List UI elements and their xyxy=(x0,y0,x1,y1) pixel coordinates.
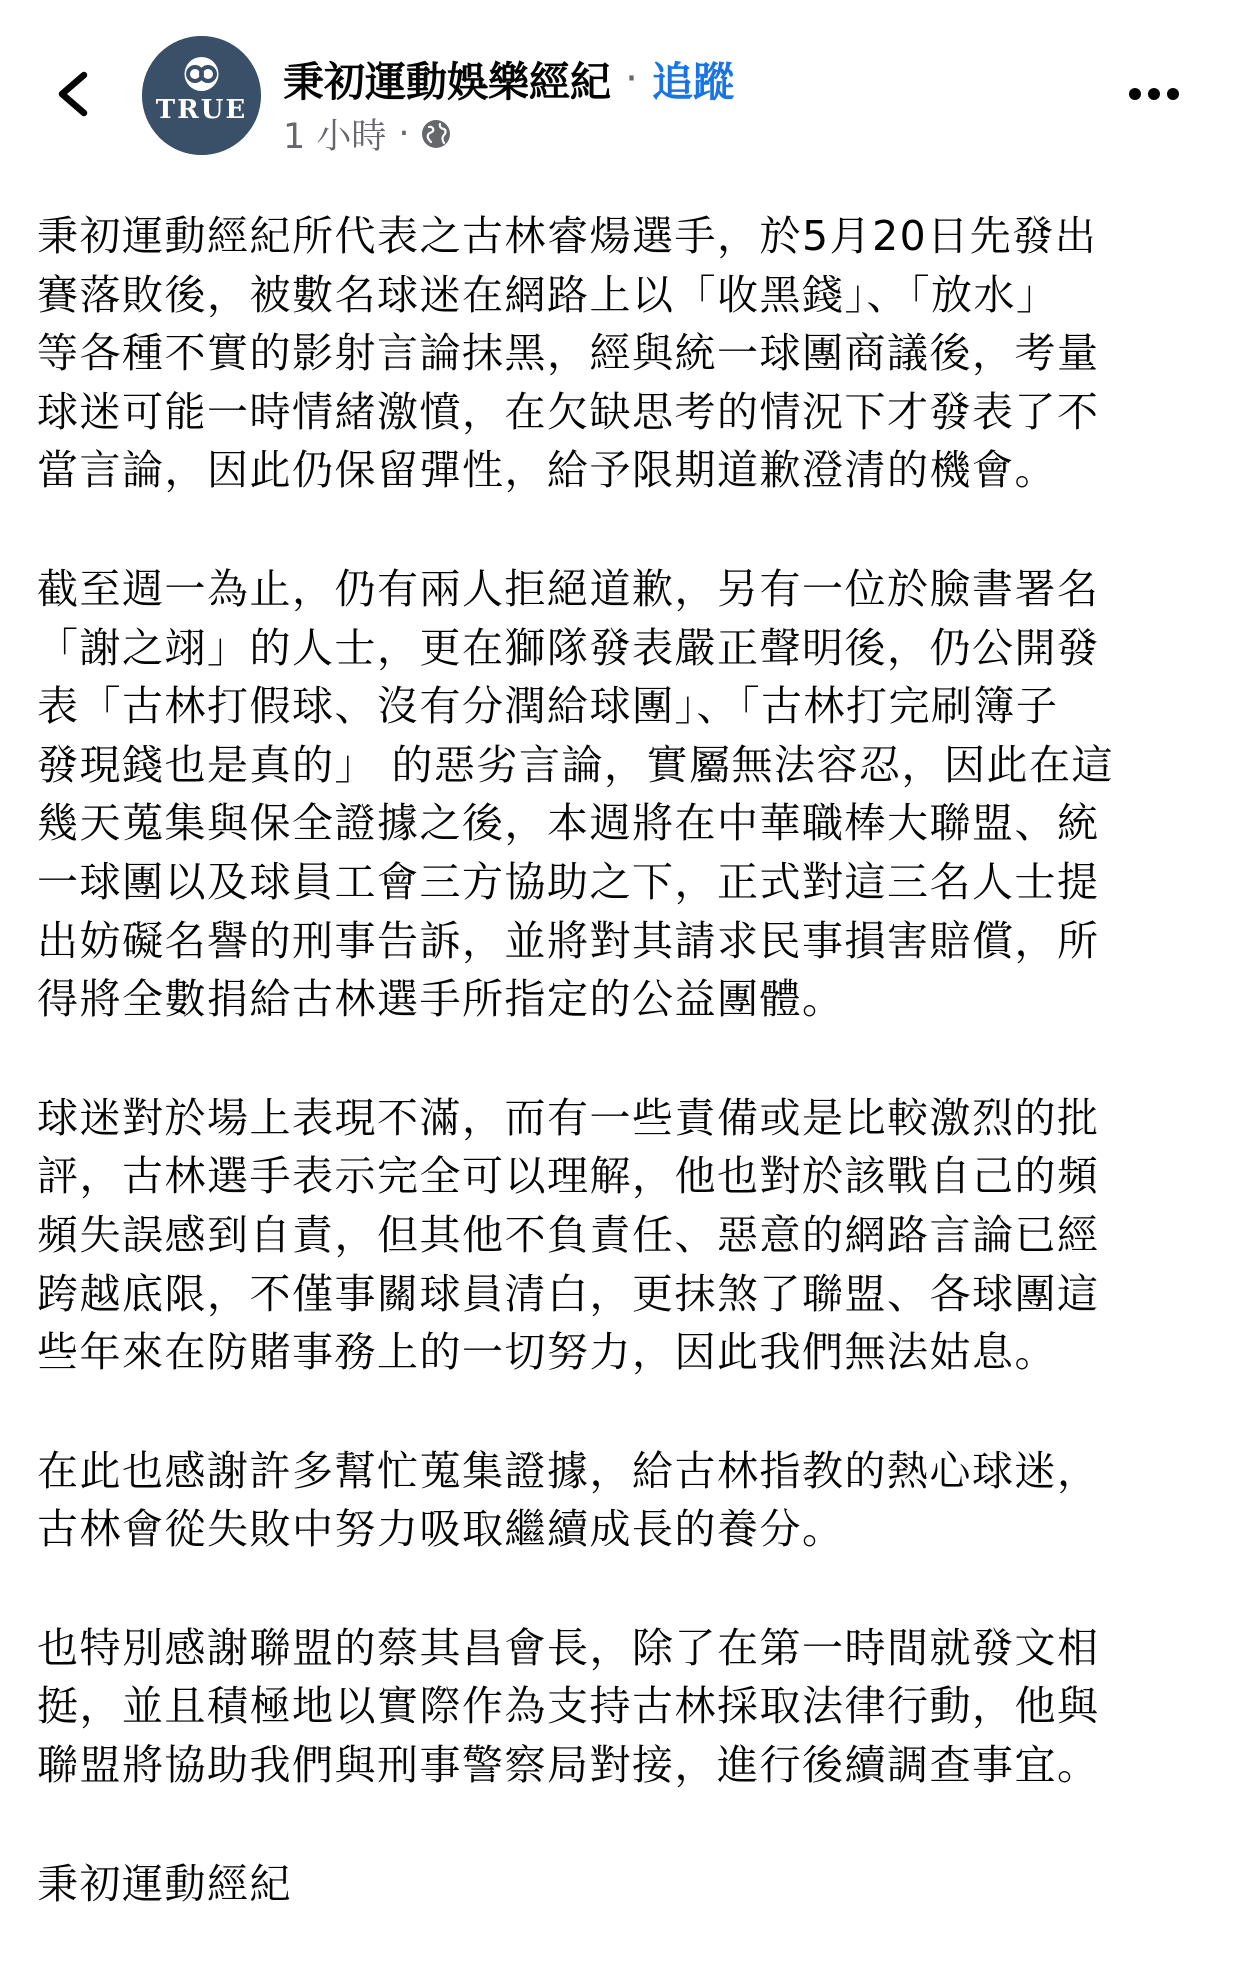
page-avatar[interactable] xyxy=(142,36,261,155)
post-paragraph: 秉初運動經紀所代表之古林睿煬選手，於5月20日先發出 賽落敗後，被數名球迷在網路上以「收黑錢」、「放水」 等各種不實的影射言論抹黑，經與統一球團商議後，考量 球迷可能一時情緒激憤，在欠缺思考的情況下才發表了不 當言論，因此仍保留彈性，給予限期道歉澄清的機會。 xyxy=(37,212,1100,495)
post-header xyxy=(0,0,1242,190)
post-paragraph: 截至週一為止，仍有兩人拒絕道歉，另有一位於臉書署名 「謝之翊」的人士，更在獅隊發表嚴正聲明後，仍公開發 表「古林打假球、沒有分潤給球團」、「古林打完刷簿子 發現錢也是真的」 的惡劣言論，實屬無法容忍，因此在這 幾天蒐集與保全證據之後，本週將在中華職棒大聯盟、統 一球團以及球員工會三方協助之下，正式對這三名人士提 出妨礙名譽的刑事告訴，並將對其請求民事損害賠償，所 得將全數捐給古林選手所指定的公益團體。 xyxy=(37,564,1115,1024)
post-timestamp[interactable]: 1 小時 xyxy=(283,117,387,157)
chevron-left-icon xyxy=(54,71,90,117)
avatar-logo-text: TRUE xyxy=(155,95,248,125)
more-options-button[interactable] xyxy=(1124,74,1184,114)
post-paragraph: 球迷對於場上表現不滿，而有一些責備或是比較激烈的批 評，古林選手表示完全可以理解，他也對於該戰自己的頻 頻失誤感到自責，但其他不負責任、惡意的網路言論已經 跨越底限，不僅事關球員清白，更抹煞了聯盟、各球團這 些年來在防賭事務上的一切努力，因此我們無法姑息。 xyxy=(37,1093,1100,1377)
page-name-row xyxy=(283,48,734,108)
post-paragraph: 也特別感謝聯盟的蔡其昌會長，除了在第一時間就發文相 挺，並且積極地以實際作為支持古林採取法律行動，他與 聯盟將協助我們與刑事警察局對接，進行後續調查事宜。 xyxy=(37,1623,1100,1790)
post-meta xyxy=(283,108,452,160)
post-paragraph: 在此也感謝許多幫忙蒐集證據，給古林指教的熱心球迷， 古林會從失敗中努力吸取繼續成長的養分。 xyxy=(37,1446,1100,1554)
back-button[interactable] xyxy=(44,66,100,122)
name-separator: · xyxy=(625,54,639,102)
follow-button[interactable]: 追蹤 xyxy=(652,57,735,106)
true-logo xyxy=(142,36,261,155)
meta-separator: · xyxy=(398,114,410,154)
page-name[interactable]: 秉初運動娛樂經紀 xyxy=(283,57,611,106)
post-signature: 秉初運動經紀 xyxy=(37,1859,292,1908)
post-body xyxy=(37,207,1212,1913)
more-horizontal-icon xyxy=(1128,87,1180,101)
globe-icon[interactable] xyxy=(420,118,452,150)
